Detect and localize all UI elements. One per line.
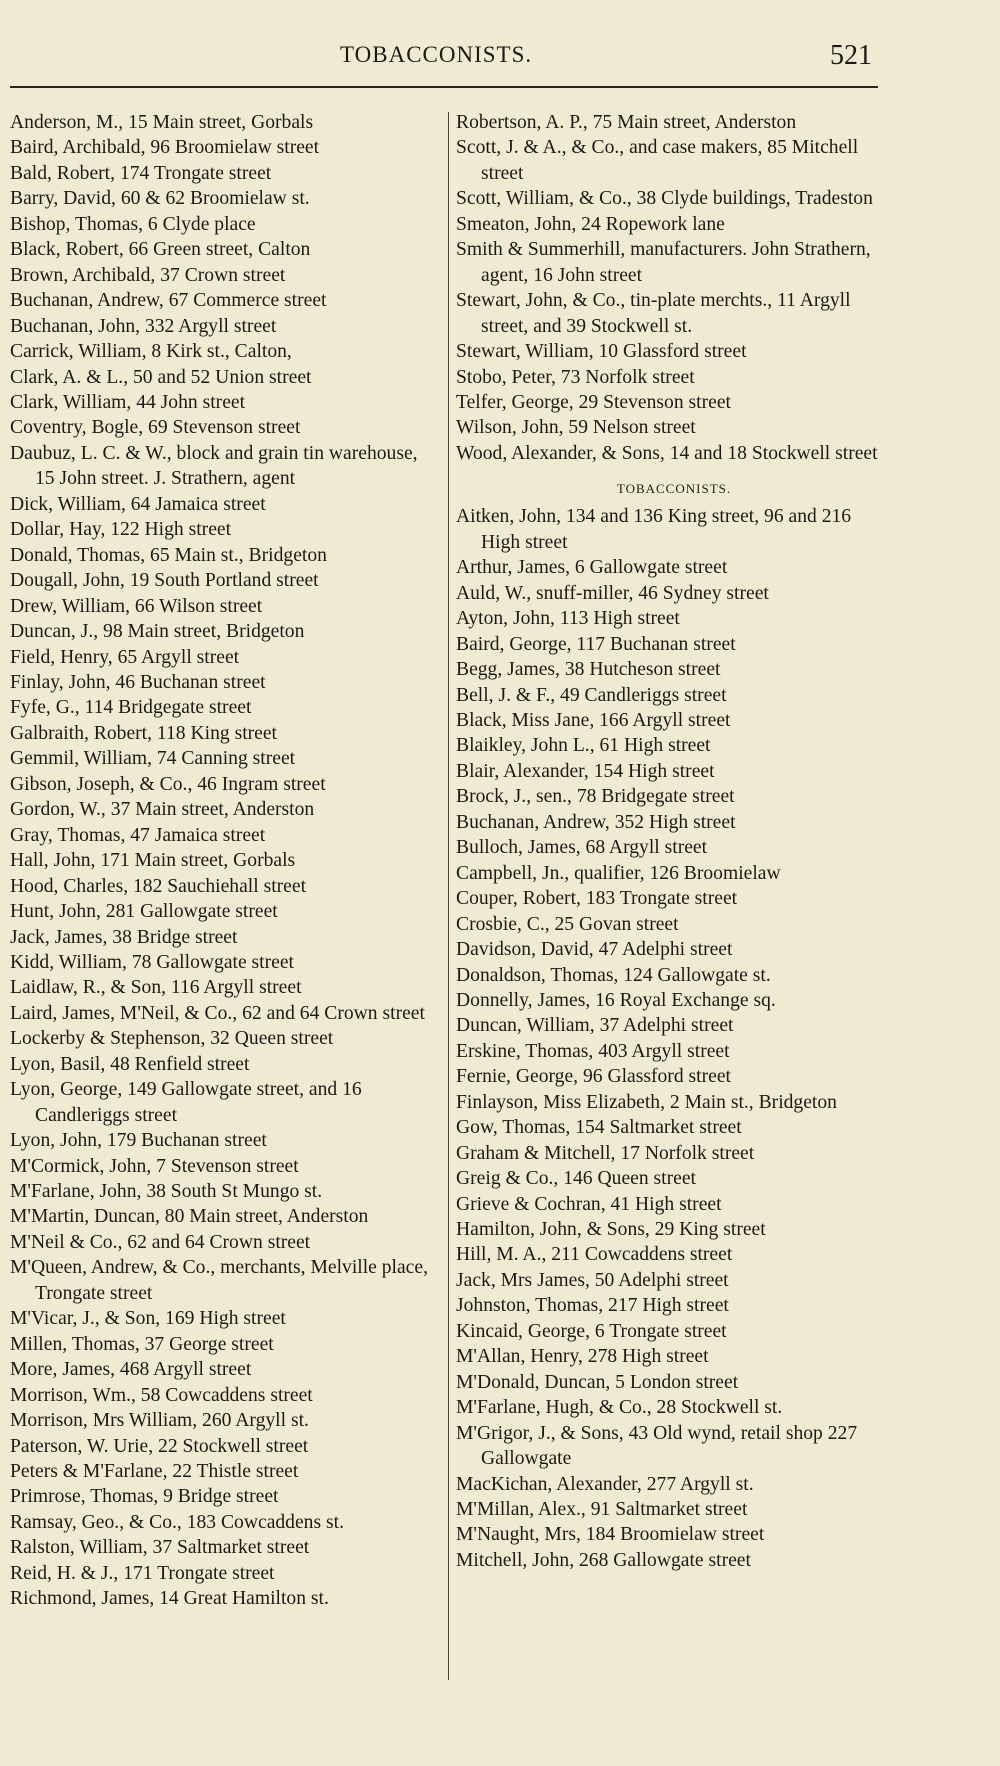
directory-entry: Johnston, Thomas, 217 High street — [456, 1295, 729, 1317]
right-column-bottom-list — [456, 504, 892, 1573]
directory-entry: Black, Robert, 66 Green street, Calton — [10, 239, 311, 261]
directory-entry: Aitken, John, 134 and 136 King street, 96 and 216 High street — [456, 506, 852, 553]
directory-entry: Bald, Robert, 174 Trongate street — [10, 162, 272, 184]
directory-entry: Smeaton, John, 24 Ropework lane — [456, 213, 725, 235]
directory-entry: Stobo, Peter, 73 Norfolk street — [456, 366, 695, 388]
directory-entry: Gibson, Joseph, & Co., 46 Ingram street — [10, 773, 326, 795]
directory-entry: Morrison, Mrs William, 260 Argyll st. — [10, 1410, 309, 1432]
directory-entry: Gemmil, William, 74 Canning street — [10, 748, 296, 770]
directory-entry: Laird, James, M'Neil, & Co., 62 and 64 Crown street — [10, 1002, 425, 1024]
directory-entry: Stewart, John, & Co., tin-plate merchts., 11 Argyll street, and 39 Stockwell st. — [456, 290, 851, 337]
directory-entry: Fyfe, G., 114 Bridgegate street — [10, 697, 252, 719]
directory-entry: Drew, William, 66 Wilson street — [10, 595, 263, 617]
directory-entry: Lyon, John, 179 Buchanan street — [10, 1130, 267, 1152]
page-number: 521 — [830, 40, 872, 71]
directory-entry: Morrison, Wm., 58 Cowcaddens street — [10, 1384, 313, 1406]
left-column — [10, 110, 438, 1612]
directory-entry: Finlay, John, 46 Buchanan street — [10, 671, 266, 693]
directory-entry: Buchanan, Andrew, 352 High street — [456, 811, 736, 833]
directory-entry: Mitchell, John, 268 Gallowgate street — [456, 1549, 751, 1571]
directory-entry: Davidson, David, 47 Adelphi street — [456, 939, 733, 961]
directory-entry: Hall, John, 171 Main street, Gorbals — [10, 850, 296, 872]
directory-entry: Jack, Mrs James, 50 Adelphi street — [456, 1269, 729, 1291]
directory-entry: Anderson, M., 15 Main street, Gorbals — [10, 112, 314, 133]
directory-entry: Duncan, William, 37 Adelphi street — [456, 1015, 734, 1037]
directory-entry: MacKichan, Alexander, 277 Argyll st. — [456, 1473, 754, 1495]
directory-entry: Gray, Thomas, 47 Jamaica street — [10, 824, 266, 846]
directory-entry: Arthur, James, 6 Gallowgate street — [456, 557, 728, 579]
directory-entry: M'Donald, Duncan, 5 London street — [456, 1371, 739, 1393]
directory-entry: Coventry, Bogle, 69 Stevenson street — [10, 417, 301, 439]
directory-entry: Stewart, William, 10 Glassford street — [456, 341, 747, 363]
directory-entry: Bell, J. & F., 49 Candleriggs street — [456, 684, 727, 706]
directory-entry: Donald, Thomas, 65 Main st., Bridgeton — [10, 544, 327, 566]
directory-entry: Paterson, W. Urie, 22 Stockwell street — [10, 1435, 309, 1457]
directory-entry: Auld, W., snuff-miller, 46 Sydney street — [456, 582, 769, 604]
directory-entry: Hunt, John, 281 Gallowgate street — [10, 901, 278, 923]
directory-entry: Baird, Archibald, 96 Broomielaw street — [10, 137, 320, 159]
directory-entry: Duncan, J., 98 Main street, Bridgeton — [10, 621, 305, 643]
directory-entry: Wood, Alexander, & Sons, 14 and 18 Stockwell street — [456, 442, 878, 464]
header-rule — [10, 86, 878, 88]
running-title: TOBACCONISTS. — [340, 42, 533, 67]
right-column — [456, 110, 892, 1573]
directory-entry: M'Martin, Duncan, 80 Main street, Anderston — [10, 1206, 369, 1228]
section-heading: TOBACCONISTS. — [616, 481, 732, 497]
directory-entry: Wilson, John, 59 Nelson street — [456, 417, 696, 439]
directory-entry: Clark, A. & L., 50 and 52 Union street — [10, 366, 312, 388]
directory-entry: Bulloch, James, 68 Argyll street — [456, 837, 708, 859]
page-header — [0, 32, 890, 80]
directory-entry: Primrose, Thomas, 9 Bridge street — [10, 1486, 279, 1508]
directory-entry: M'Cormick, John, 7 Stevenson street — [10, 1155, 299, 1177]
directory-entry: Hood, Charles, 182 Sauchiehall street — [10, 875, 307, 897]
directory-entry: Ralston, William, 37 Saltmarket street — [10, 1537, 310, 1559]
directory-entry: Richmond, James, 14 Great Hamilton st. — [10, 1588, 329, 1610]
directory-entry: Robertson, A. P., 75 Main street, Anderston — [456, 112, 797, 133]
right-column-top-list — [456, 110, 892, 466]
directory-entry: Scott, William, & Co., 38 Clyde buildings, Tradeston — [456, 188, 873, 210]
directory-entry: Lockerby & Stephenson, 32 Queen street — [10, 1028, 334, 1050]
directory-entry: Lyon, George, 149 Gallowgate street, and 16 Candleriggs street — [10, 1079, 362, 1126]
column-divider — [448, 112, 449, 1680]
directory-entry: Hamilton, John, & Sons, 29 King street — [456, 1219, 766, 1241]
directory-entry: Scott, J. & A., & Co., and case makers, 85 Mitchell street — [456, 137, 859, 184]
directory-entry: Erskine, Thomas, 403 Argyll street — [456, 1040, 730, 1062]
directory-entry: M'Vicar, J., & Son, 169 High street — [10, 1308, 286, 1330]
directory-entry: Galbraith, Robert, 118 King street — [10, 722, 277, 744]
directory-entry: Gow, Thomas, 154 Saltmarket street — [456, 1117, 742, 1139]
directory-entry: Brown, Archibald, 37 Crown street — [10, 264, 286, 286]
directory-entry: Kincaid, George, 6 Trongate street — [456, 1320, 727, 1342]
directory-entry: Graham & Mitchell, 17 Norfolk street — [456, 1142, 755, 1164]
directory-entry: Donaldson, Thomas, 124 Gallowgate st. — [456, 964, 771, 986]
directory-entry: Barry, David, 60 & 62 Broomielaw st. — [10, 188, 310, 210]
directory-entry: M'Allan, Henry, 278 High street — [456, 1346, 709, 1368]
directory-entry: Bishop, Thomas, 6 Clyde place — [10, 213, 256, 235]
directory-entry: M'Neil & Co., 62 and 64 Crown street — [10, 1231, 311, 1253]
directory-entry: More, James, 468 Argyll street — [10, 1359, 252, 1381]
directory-entry: Clark, William, 44 John street — [10, 391, 246, 413]
directory-entry: Smith & Summerhill, manufacturers. John Strathern, agent, 16 John street — [456, 239, 871, 286]
directory-entry: Greig & Co., 146 Queen street — [456, 1168, 696, 1190]
directory-entry: Brock, J., sen., 78 Bridgegate street — [456, 786, 735, 808]
directory-entry: M'Farlane, John, 38 South St Mungo st. — [10, 1181, 323, 1203]
directory-entry: Blaikley, John L., 61 High street — [456, 735, 711, 757]
directory-entry: Begg, James, 38 Hutcheson street — [456, 659, 721, 681]
directory-entry: Telfer, George, 29 Stevenson street — [456, 391, 731, 413]
directory-entry: Hill, M. A., 211 Cowcaddens street — [456, 1244, 733, 1266]
directory-entry: Jack, James, 38 Bridge street — [10, 926, 238, 948]
directory-entry: M'Millan, Alex., 91 Saltmarket street — [456, 1499, 748, 1521]
directory-entry: M'Naught, Mrs, 184 Broomielaw street — [456, 1524, 765, 1546]
directory-entry: Field, Henry, 65 Argyll street — [10, 646, 240, 668]
directory-entry: M'Queen, Andrew, & Co., merchants, Melville place, Trongate street — [10, 1257, 428, 1304]
directory-entry: Carrick, William, 8 Kirk st., Calton, — [10, 341, 292, 363]
directory-entry: Peters & M'Farlane, 22 Thistle street — [10, 1461, 299, 1483]
directory-entry: Laidlaw, R., & Son, 116 Argyll street — [10, 977, 302, 999]
directory-entry: Crosbie, C., 25 Govan street — [456, 913, 679, 935]
directory-entry: Dick, William, 64 Jamaica street — [10, 493, 266, 515]
directory-entry: Millen, Thomas, 37 George street — [10, 1333, 274, 1355]
directory-entry: Gordon, W., 37 Main street, Anderston — [10, 799, 315, 821]
directory-entry: Buchanan, John, 332 Argyll street — [10, 315, 277, 337]
directory-entry: Blair, Alexander, 154 High street — [456, 760, 715, 782]
directory-entry: Lyon, Basil, 48 Renfield street — [10, 1053, 250, 1075]
directory-entry: Donnelly, James, 16 Royal Exchange sq. — [456, 989, 776, 1011]
directory-entry: M'Grigor, J., & Sons, 43 Old wynd, retail shop 227 Gallowgate — [456, 1422, 858, 1470]
directory-entry: M'Farlane, Hugh, & Co., 28 Stockwell st. — [456, 1397, 783, 1419]
directory-entry: Kidd, William, 78 Gallowgate street — [10, 951, 294, 973]
directory-entry: Campbell, Jn., qualifier, 126 Broomielaw — [456, 862, 781, 884]
directory-entry: Black, Miss Jane, 166 Argyll street — [456, 709, 731, 731]
directory-entry: Dougall, John, 19 South Portland street — [10, 570, 319, 592]
directory-entry: Finlayson, Miss Elizabeth, 2 Main st., Bridgeton — [456, 1091, 837, 1113]
directory-entry: Daubuz, L. C. & W., block and grain tin warehouse, 15 John street. J. Strathern, agent — [10, 442, 418, 490]
directory-entry: Buchanan, Andrew, 67 Commerce street — [10, 290, 327, 312]
directory-entry: Couper, Robert, 183 Trongate street — [456, 888, 738, 910]
directory-entry: Fernie, George, 96 Glassford street — [456, 1066, 731, 1088]
directory-entry: Ramsay, Geo., & Co., 183 Cowcaddens st. — [10, 1511, 344, 1533]
directory-entry: Ayton, John, 113 High street — [456, 608, 680, 630]
directory-entry: Reid, H. & J., 171 Trongate street — [10, 1562, 275, 1584]
directory-entry: Baird, George, 117 Buchanan street — [456, 633, 736, 655]
directory-entry: Dollar, Hay, 122 High street — [10, 519, 232, 541]
directory-entry: Grieve & Cochran, 41 High street — [456, 1193, 722, 1215]
